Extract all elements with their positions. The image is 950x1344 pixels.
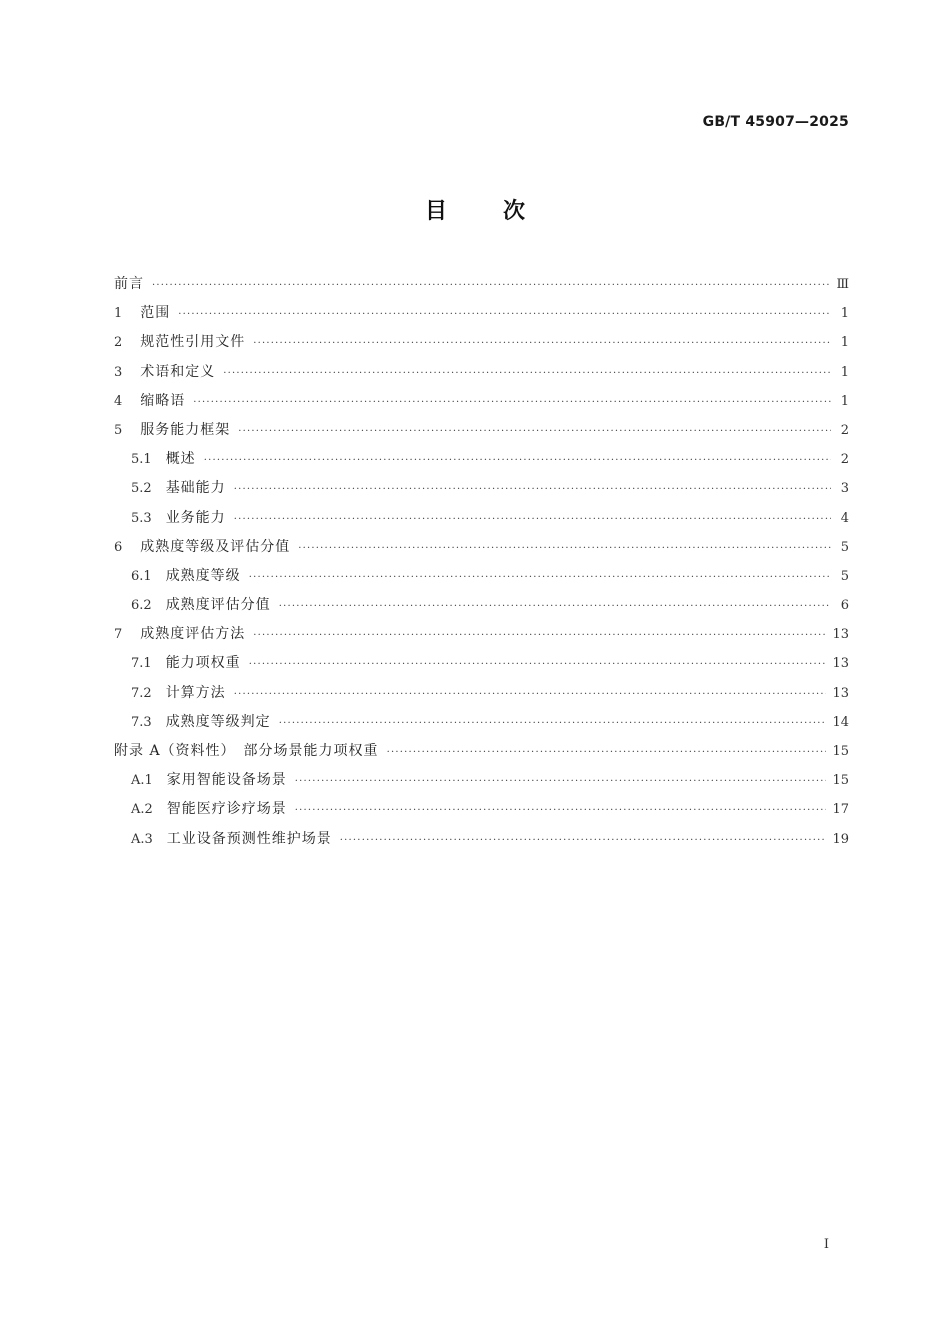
toc-dot-leader — [249, 653, 827, 677]
toc-entry[interactable] — [114, 301, 849, 330]
toc-entry-title: 能力项权重 — [165, 655, 241, 672]
toc-entry-number: 5.2 — [131, 481, 152, 497]
toc-entry-title: 智能医疗诊疗场景 — [166, 801, 287, 818]
toc-entry-number: 7.2 — [131, 685, 152, 701]
toc-entry[interactable] — [114, 389, 849, 418]
toc-entry-number: 7.3 — [131, 714, 152, 730]
toc-entry-title: 缩略语 — [140, 392, 186, 409]
toc-dot-leader — [234, 683, 827, 707]
toc-entry[interactable] — [114, 418, 849, 447]
toc-entry-page: Ⅲ — [836, 277, 849, 292]
toc-entry-page: 15 — [832, 744, 849, 759]
toc-entry[interactable] — [114, 535, 849, 564]
toc-dot-leader — [193, 391, 831, 415]
toc-entry-title: 家用智能设备场景 — [166, 772, 287, 789]
toc-entry-title: 规范性引用文件 — [140, 334, 246, 351]
toc-entry-title: 概述 — [165, 451, 196, 468]
toc-dot-leader — [253, 624, 826, 648]
toc-entry-page: 15 — [832, 773, 849, 789]
toc-entry[interactable] — [114, 447, 849, 476]
standard-code: GB/T 45907—2025 — [702, 114, 849, 130]
toc-dot-leader — [234, 508, 831, 532]
page-title-char-2: 次 — [503, 199, 526, 224]
toc-entry-title: 基础能力 — [165, 480, 226, 497]
toc-entry-number: 6.2 — [131, 598, 152, 614]
toc-entry-title: 成熟度评估方法 — [140, 626, 246, 643]
toc-entry-page: 14 — [832, 714, 849, 730]
toc-entry-number: 1 — [114, 306, 123, 322]
toc-dot-leader — [279, 712, 827, 736]
toc-dot-leader — [340, 829, 827, 853]
toc-entry-page: 1 — [840, 393, 849, 409]
toc-entry-title: 计算方法 — [165, 684, 226, 701]
toc-entry-number: 6 — [114, 539, 123, 555]
toc-entry-page: 1 — [840, 306, 849, 322]
toc-dot-leader — [178, 303, 831, 327]
toc-entry-number: 5.1 — [131, 452, 152, 468]
toc-entry-title: 工业设备预测性维护场景 — [166, 830, 332, 847]
toc-entry[interactable] — [114, 564, 849, 593]
toc-entry[interactable] — [114, 593, 849, 622]
toc-entry[interactable] — [114, 797, 849, 826]
toc-dot-leader — [387, 741, 827, 765]
toc-entry[interactable] — [114, 739, 849, 768]
toc-entry[interactable] — [114, 360, 849, 389]
toc-entry-title: 附录 A（资料性） 部分场景能力项权重 — [114, 743, 379, 759]
toc-entry-title: 业务能力 — [165, 509, 226, 526]
toc-entry-page: 2 — [840, 422, 849, 438]
toc-entry-number: 2 — [114, 335, 123, 351]
toc-entry-title: 服务能力框架 — [140, 421, 231, 438]
toc-dot-leader — [204, 449, 831, 473]
toc-entry-page: 3 — [840, 481, 849, 497]
toc-entry-page: 1 — [840, 364, 849, 380]
toc-entry[interactable] — [114, 330, 849, 359]
toc-entry-number: A.3 — [131, 831, 153, 847]
toc-entry[interactable] — [114, 681, 849, 710]
toc-entry[interactable] — [114, 827, 849, 856]
toc-entry[interactable] — [114, 651, 849, 680]
toc-entry-page: 2 — [840, 452, 849, 468]
toc-entry-page: 13 — [832, 627, 849, 643]
toc-dot-leader — [234, 478, 831, 502]
toc-entry-page: 17 — [832, 802, 849, 818]
toc-entry[interactable] — [114, 710, 849, 739]
toc-entry-page: 13 — [832, 685, 849, 701]
table-of-contents — [114, 272, 849, 856]
toc-dot-leader — [279, 595, 831, 619]
toc-dot-leader — [238, 420, 831, 444]
toc-dot-leader — [249, 566, 831, 590]
toc-entry-title: 术语和定义 — [140, 363, 216, 380]
toc-entry-page: 6 — [840, 598, 849, 614]
toc-entry-number: 7.1 — [131, 656, 152, 672]
toc-entry[interactable] — [114, 622, 849, 651]
toc-entry-number: A.2 — [131, 802, 153, 818]
page-title-char-1: 目 — [424, 199, 447, 224]
toc-dot-leader — [295, 799, 827, 823]
toc-entry-page: 5 — [840, 568, 849, 584]
toc-entry[interactable] — [114, 476, 849, 505]
toc-entry-number: 5 — [114, 422, 123, 438]
toc-entry-title: 成熟度等级判定 — [165, 713, 271, 730]
toc-dot-leader — [295, 770, 827, 794]
toc-dot-leader — [152, 274, 830, 298]
toc-entry-number: 7 — [114, 627, 123, 643]
toc-entry-number: A.1 — [131, 773, 153, 789]
page-number: I — [823, 1237, 829, 1252]
toc-entry-title: 前言 — [114, 276, 144, 292]
toc-entry-title: 成熟度等级及评估分值 — [140, 538, 291, 555]
toc-dot-leader — [223, 362, 831, 386]
toc-entry-page: 4 — [840, 510, 849, 526]
toc-entry-number: 6.1 — [131, 568, 152, 584]
page-title — [0, 194, 950, 225]
toc-entry[interactable] — [114, 506, 849, 535]
toc-entry-page: 5 — [840, 539, 849, 555]
toc-dot-leader — [298, 537, 831, 561]
toc-dot-leader — [253, 332, 831, 356]
toc-entry-page: 1 — [840, 335, 849, 351]
toc-entry-number: 3 — [114, 364, 123, 380]
toc-entry-page: 19 — [832, 831, 849, 847]
toc-entry-title: 成熟度评估分值 — [165, 597, 271, 614]
toc-entry-title: 成熟度等级 — [165, 567, 241, 584]
toc-entry[interactable] — [114, 768, 849, 797]
toc-entry-number: 5.3 — [131, 510, 152, 526]
toc-entry-page: 13 — [832, 656, 849, 672]
toc-entry-number: 4 — [114, 393, 123, 409]
toc-entry-title: 范围 — [140, 305, 171, 322]
toc-entry[interactable] — [114, 272, 849, 301]
